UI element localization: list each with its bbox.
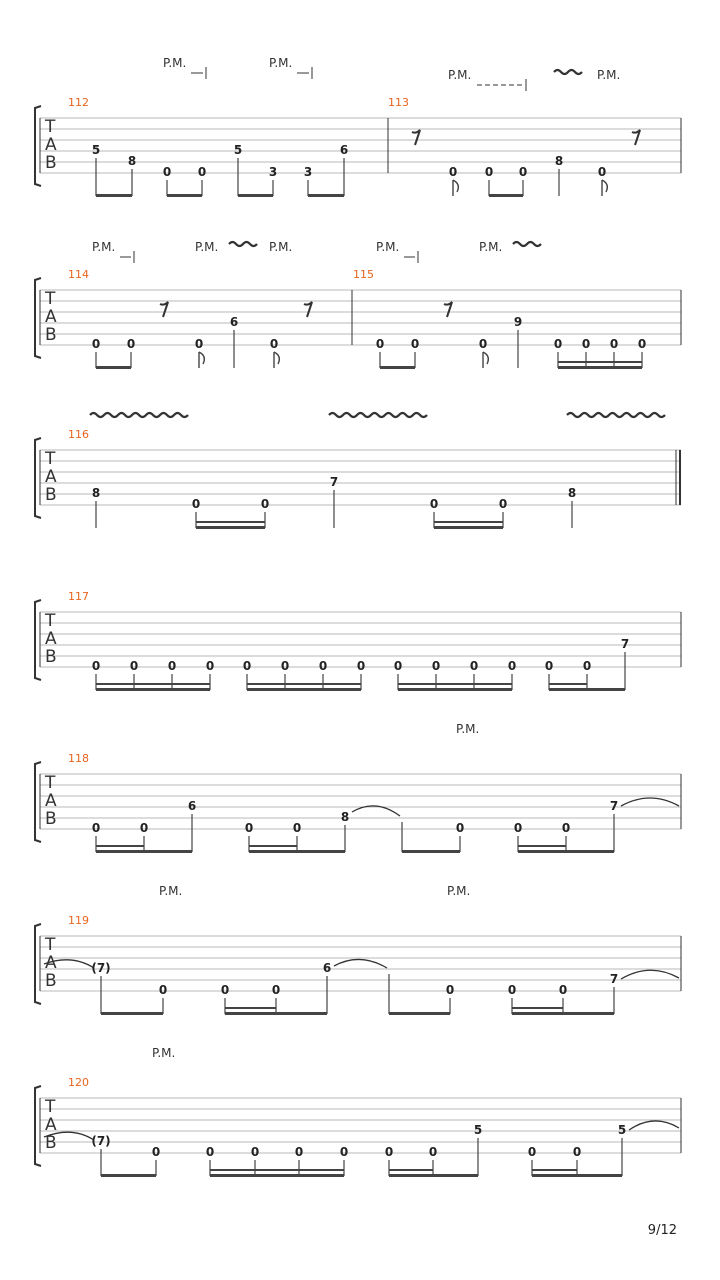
tab-clef-letter: T — [45, 289, 56, 309]
fret-number: 0 — [513, 821, 523, 835]
fret-number: 0 — [572, 1145, 582, 1159]
fret-number: 0 — [356, 659, 366, 673]
measure-number: 119 — [68, 914, 89, 927]
fret-number: 6 — [187, 799, 197, 813]
tab-clef-letter: B — [45, 485, 57, 505]
system-2 — [35, 240, 681, 369]
fret-number: 0 — [167, 659, 177, 673]
measure-number: 115 — [353, 268, 374, 281]
flag-note — [483, 352, 488, 368]
fret-number: 0 — [561, 821, 571, 835]
fret-number: 0 — [194, 337, 204, 351]
measure-number: 112 — [68, 96, 89, 109]
system-5 — [35, 722, 681, 853]
tab-clef-letter: B — [45, 153, 57, 173]
fret-number: 0 — [269, 337, 279, 351]
tab-clef-letter: T — [45, 1097, 56, 1117]
tab-clef-letter: A — [45, 135, 57, 155]
pm-marking: P.M. — [456, 722, 480, 736]
tab-clef-letter: A — [45, 953, 57, 973]
fret-number: 8 — [567, 486, 577, 500]
fret-number: (7) — [91, 1134, 111, 1148]
fret-number: 0 — [91, 821, 101, 835]
tie-arc — [334, 959, 387, 968]
measure-number: 117 — [68, 590, 89, 603]
fret-number: 0 — [507, 983, 517, 997]
tab-clef-letter: A — [45, 467, 57, 487]
fret-number: 0 — [582, 659, 592, 673]
fret-number: 0 — [393, 659, 403, 673]
tab-clef-letter: A — [45, 629, 57, 649]
fret-number: 0 — [469, 659, 479, 673]
flag-note — [274, 352, 279, 368]
fret-number: 0 — [609, 337, 619, 351]
tab-clef-letter: T — [45, 611, 56, 631]
fret-number: 0 — [507, 659, 517, 673]
fret-number: 0 — [527, 1145, 537, 1159]
fret-number: 0 — [339, 1145, 349, 1159]
fret-number: 0 — [448, 165, 458, 179]
tab-clef-letter: A — [45, 307, 57, 327]
fret-number: 0 — [375, 337, 385, 351]
vibrato-mark — [513, 242, 541, 246]
fret-number: 7 — [609, 972, 619, 986]
system-4 — [35, 590, 681, 691]
fret-number: 0 — [431, 659, 441, 673]
tab-clef-letter: B — [45, 809, 57, 829]
fret-number: 0 — [126, 337, 136, 351]
fret-number: 0 — [429, 497, 439, 511]
fret-number: 5 — [473, 1123, 483, 1137]
fret-number: 0 — [139, 821, 149, 835]
measure-number: 114 — [68, 268, 89, 281]
pm-marking: P.M. — [376, 240, 400, 254]
tab-clef-letter: B — [45, 647, 57, 667]
fret-number: 8 — [127, 154, 137, 168]
fret-number: 8 — [554, 154, 564, 168]
fret-number: 0 — [581, 337, 591, 351]
system-7 — [35, 1046, 681, 1177]
fret-number: 0 — [455, 821, 465, 835]
fret-number: 0 — [250, 1145, 260, 1159]
fret-number: 0 — [91, 659, 101, 673]
pm-marking: P.M. — [195, 240, 219, 254]
fret-number: 0 — [162, 165, 172, 179]
fret-number: 0 — [260, 497, 270, 511]
rest-symbol — [304, 302, 312, 317]
pm-marking: P.M. — [448, 68, 472, 82]
tie-arc — [621, 970, 679, 979]
fret-number: 0 — [318, 659, 328, 673]
fret-number: 0 — [242, 659, 252, 673]
fret-number: 0 — [484, 165, 494, 179]
fret-number: 7 — [609, 799, 619, 813]
fret-number: 6 — [339, 143, 349, 157]
vibrato-mark — [329, 413, 427, 417]
fret-number: 0 — [597, 165, 607, 179]
tab-clef-letter: B — [45, 1133, 57, 1153]
fret-number: 5 — [233, 143, 243, 157]
system-1 — [35, 56, 681, 197]
fret-number: (7) — [91, 961, 111, 975]
tab-clef-letter: T — [45, 935, 56, 955]
rest-symbol — [444, 302, 452, 317]
fret-number: 0 — [197, 165, 207, 179]
fret-number: 0 — [151, 1145, 161, 1159]
fret-number: 6 — [322, 961, 332, 975]
fret-number: 0 — [384, 1145, 394, 1159]
fret-number: 0 — [498, 497, 508, 511]
fret-number: 0 — [220, 983, 230, 997]
pm-marking: P.M. — [163, 56, 187, 70]
fret-number: 0 — [518, 165, 528, 179]
tie-arc — [629, 1121, 679, 1130]
fret-number: 0 — [294, 1145, 304, 1159]
fret-number: 0 — [553, 337, 563, 351]
pm-marking: P.M. — [597, 68, 621, 82]
measure-number: 113 — [388, 96, 409, 109]
fret-number: 0 — [205, 1145, 215, 1159]
fret-number: 0 — [158, 983, 168, 997]
fret-number: 0 — [271, 983, 281, 997]
pm-marking: P.M. — [159, 884, 183, 898]
fret-number: 7 — [329, 475, 339, 489]
tab-clef-letter: A — [45, 791, 57, 811]
fret-number: 5 — [91, 143, 101, 157]
fret-number: 3 — [268, 165, 278, 179]
tab-clef-letter: T — [45, 117, 56, 137]
tab-clef-letter: B — [45, 971, 57, 991]
tie-arc — [621, 798, 679, 806]
pm-marking: P.M. — [269, 240, 293, 254]
fret-number: 0 — [292, 821, 302, 835]
pm-marking: P.M. — [269, 56, 293, 70]
tab-clef-letter: A — [45, 1115, 57, 1135]
fret-number: 0 — [91, 337, 101, 351]
measure-number: 118 — [68, 752, 89, 765]
fret-number: 0 — [478, 337, 488, 351]
vibrato-mark — [567, 413, 665, 417]
tab-clef-letter: T — [45, 449, 56, 469]
fret-number: 0 — [637, 337, 647, 351]
fret-number: 7 — [620, 637, 630, 651]
pm-marking: P.M. — [447, 884, 471, 898]
rest-symbol — [412, 130, 420, 145]
fret-number: 0 — [244, 821, 254, 835]
pm-marking: P.M. — [92, 240, 116, 254]
fret-number: 5 — [617, 1123, 627, 1137]
fret-number: 9 — [513, 315, 523, 329]
measure-number: 116 — [68, 428, 89, 441]
flag-note — [602, 180, 607, 196]
fret-number: 0 — [410, 337, 420, 351]
rest-symbol — [632, 130, 640, 145]
vibrato-mark — [90, 413, 188, 417]
fret-number: 0 — [428, 1145, 438, 1159]
fret-number: 0 — [191, 497, 201, 511]
flag-note — [453, 180, 458, 196]
fret-number: 0 — [280, 659, 290, 673]
page-indicator: 9/12 — [647, 1223, 677, 1238]
fret-number: 0 — [129, 659, 139, 673]
fret-number: 6 — [229, 315, 239, 329]
pm-marking: P.M. — [152, 1046, 176, 1060]
vibrato-mark — [229, 242, 257, 246]
system-3 — [35, 413, 681, 529]
measure-number: 120 — [68, 1076, 89, 1089]
fret-number: 3 — [303, 165, 313, 179]
flag-note — [199, 352, 204, 368]
fret-number: 0 — [205, 659, 215, 673]
fret-number: 0 — [558, 983, 568, 997]
rest-symbol — [160, 302, 168, 317]
vibrato-mark — [554, 70, 582, 74]
tab-clef-letter: B — [45, 325, 57, 345]
tab-clef-letter: T — [45, 773, 56, 793]
fret-number: 0 — [544, 659, 554, 673]
system-6 — [35, 884, 681, 1015]
fret-number: 0 — [445, 983, 455, 997]
fret-number: 8 — [91, 486, 101, 500]
fret-number: 8 — [340, 810, 350, 824]
pm-marking: P.M. — [479, 240, 503, 254]
